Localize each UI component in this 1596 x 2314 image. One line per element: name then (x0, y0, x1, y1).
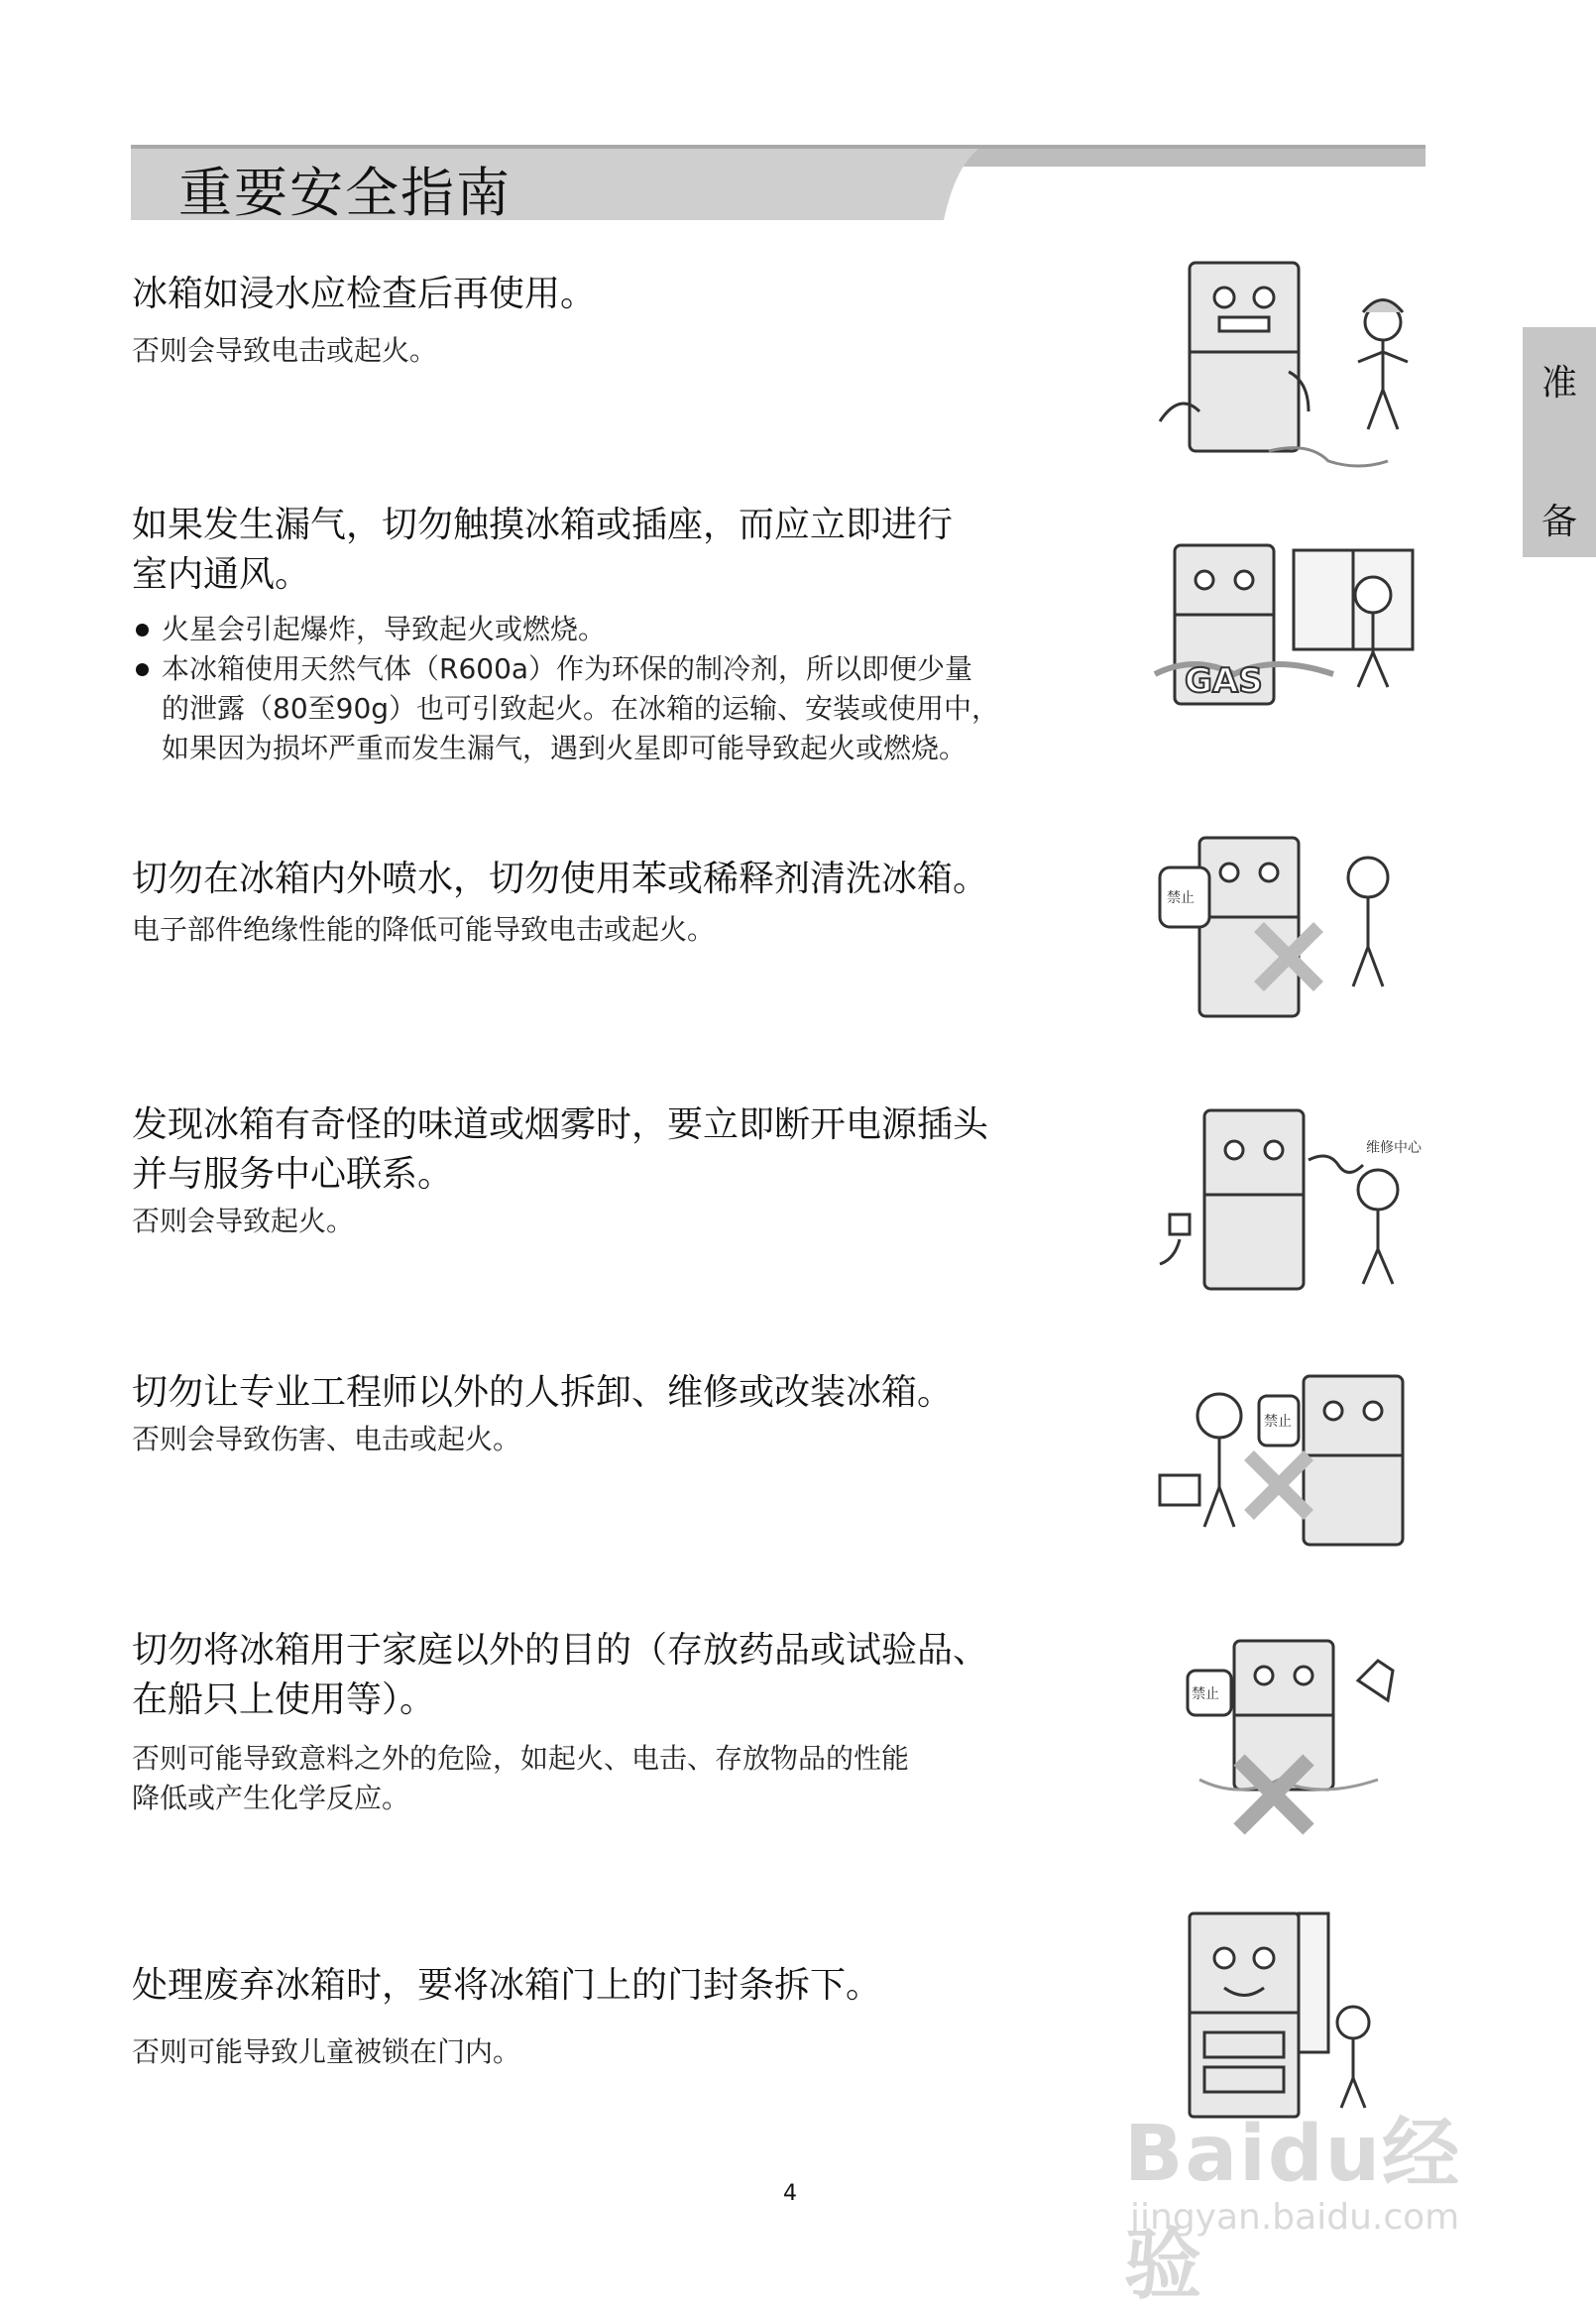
side-tab-prep (1523, 327, 1596, 557)
watermark-logo: Baidu经验 (1124, 2110, 1462, 2310)
household-only-illustration (1170, 1631, 1418, 1849)
safety-item-gas-leak (132, 501, 1083, 768)
bullet-item-continued: 如果因为损坏严重而发生漏气，遇到火星即可能导致起火或燃烧。 (162, 732, 968, 764)
item-title-line: 切勿将冰箱用于家庭以外的目的（存放药品或试验品、 (132, 1630, 989, 1671)
prohibit-sign-label: 禁止 (1192, 1686, 1219, 1702)
safety-item-flood (132, 270, 1083, 371)
item-bullets (132, 610, 1083, 768)
item-title: 切勿让专业工程师以外的人拆卸、维修或改装冰箱。 (132, 1372, 954, 1413)
item-body: 电子部件绝缘性能的降低可能导致电击或起火。 (132, 913, 716, 946)
safety-item-disposal (132, 1961, 1083, 2072)
bullet-dot (136, 663, 149, 676)
prohibit-sign-label: 禁止 (1167, 890, 1195, 906)
side-tab-char: 备 (1540, 502, 1577, 542)
bullet-item-continued: 的泄露（80至90g）也可引致起火。在冰箱的运输、安装或使用中， (162, 692, 1000, 725)
safety-item-household-only (132, 1626, 1083, 1818)
page-number: 4 (783, 2181, 797, 2206)
gas-leak-illustration (1135, 525, 1432, 724)
item-title: 切勿在冰箱内外喷水，切勿使用苯或稀释剂清洗冰箱。 (132, 859, 989, 899)
service-center-label: 维修中心 (1366, 1140, 1422, 1156)
item-body: 否则会导致伤害、电击或起火。 (132, 1423, 521, 1455)
bullet-item: 火星会引起爆炸，导致起火或燃烧。 (132, 610, 1083, 649)
safety-item-no-disassembly (132, 1368, 1083, 1459)
bullet-item: 本冰箱使用天然气体（R600a）作为环保的制冷剂，所以即便少量 (132, 649, 1083, 689)
item-title-line: 如果发生漏气，切勿触摸冰箱或插座，而应立即进行 (132, 505, 954, 545)
side-tab-char: 准 (1540, 363, 1577, 404)
flooded-fridge-illustration (1140, 253, 1427, 471)
baidu-watermark (1120, 2092, 1517, 2310)
service-center-illustration (1130, 1100, 1437, 1299)
item-title-line: 发现冰箱有奇怪的味道或烟雾时，要立即断开电源插头 (132, 1104, 989, 1145)
prohibit-sign-label: 禁止 (1264, 1414, 1292, 1430)
item-title: 处理废弃冰箱时，要将冰箱门上的门封条拆下。 (132, 1965, 882, 2006)
item-body-line: 否则可能导致意料之外的危险，如起火、电击、存放物品的性能 (132, 1742, 910, 1775)
gas-label: GAS (1185, 661, 1263, 701)
bullet-dot (136, 624, 149, 636)
item-body: 否则会导致起火。 (132, 1205, 355, 1237)
item-title-line: 室内通风。 (132, 554, 311, 595)
item-body: 否则可能导致儿童被锁在门内。 (132, 2035, 521, 2068)
item-title-line: 并与服务中心联系。 (132, 1154, 454, 1195)
item-title-line: 在船只上使用等）。 (132, 1679, 436, 1720)
page-title: 重要安全指南 (178, 162, 512, 224)
item-body-line: 降低或产生化学反应。 (132, 1782, 410, 1814)
item-body: 否则会导致电击或起火。 (132, 334, 438, 367)
item-title: 冰箱如浸水应检查后再使用。 (132, 274, 597, 314)
watermark-url: jingyan.baidu.com (1130, 2197, 1460, 2238)
safety-item-no-water-spray (132, 855, 1083, 950)
no-spray-illustration (1130, 818, 1427, 1036)
no-disassembly-illustration (1130, 1366, 1447, 1555)
safety-item-smell-smoke (132, 1100, 1083, 1241)
page-header (131, 145, 1425, 224)
